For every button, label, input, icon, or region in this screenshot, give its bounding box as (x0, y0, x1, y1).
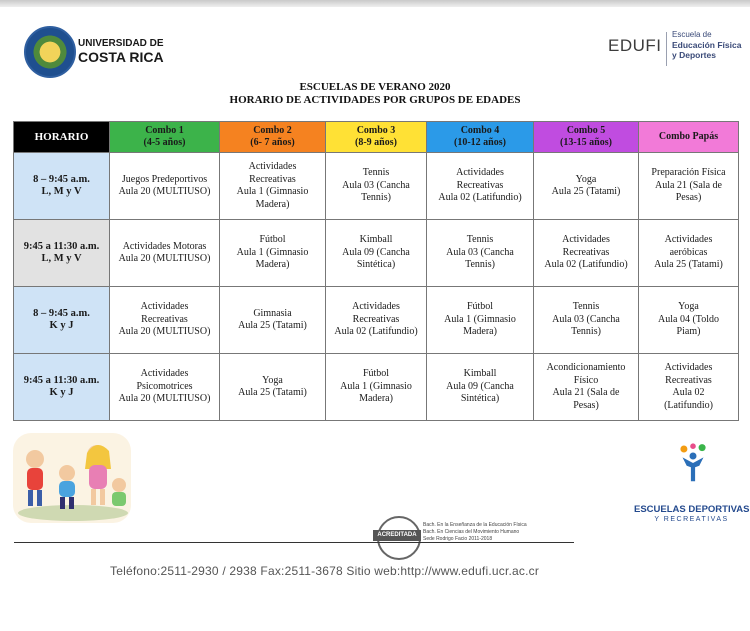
accreditation-line: Sede Rodrigo Facio 2011-2018 (423, 536, 493, 542)
column-header-combo-3 (326, 122, 427, 153)
time-slot-cell (14, 220, 110, 287)
activity-cell (427, 153, 534, 220)
column-header-combo-2 (220, 122, 326, 153)
activity-cell (326, 354, 427, 421)
column-label: HORARIO (34, 131, 89, 143)
activity-line: Aula 02 (672, 387, 705, 398)
activity-line: Preparación Física (651, 167, 726, 179)
activity-cell (326, 287, 427, 354)
activity-line: Aula 1 (Gimnasio (340, 380, 412, 392)
activity-line: Tennis (466, 234, 494, 246)
activity-cell (534, 287, 639, 354)
activity-line: Tennis (362, 167, 390, 179)
activity-line: Actividades (248, 161, 297, 172)
activity-cell (110, 287, 220, 354)
activity-line: Actividades (140, 301, 189, 313)
activity-cell (427, 354, 534, 421)
children-playing-icon (13, 433, 131, 523)
edufi-desc-line: Escuela de (672, 30, 712, 39)
activity-line: Aula 20 (MULTIUSO) (118, 253, 211, 264)
activity-line: Aula 02 (Latifundio) (334, 326, 418, 338)
escuelas-deportivas-logo (634, 442, 749, 532)
column-label: Combo 2 (253, 125, 292, 136)
activity-line: Aula 21 (Sala de (655, 179, 722, 191)
activity-line: Tennis) (465, 259, 495, 271)
activity-line: Aula 25 (Tatami) (238, 320, 307, 331)
activity-cell (326, 153, 427, 220)
activity-cell (639, 220, 739, 287)
edufi-desc-line: Educación Física (672, 40, 742, 50)
activity-line: Tennis (572, 301, 600, 313)
time-slot-line: 8 – 9:45 a.m. (33, 307, 90, 319)
activity-line: Recreativas (249, 173, 296, 185)
table-row (14, 354, 739, 421)
activity-line: Aula 20 (MULTIUSO) (118, 326, 211, 338)
activity-line: Aula 25 (Tatami) (551, 186, 621, 197)
time-slot-line: 9:45 a 11:30 a.m. (23, 240, 100, 252)
edufi-separator (666, 32, 667, 66)
activity-line: Yoga (262, 374, 283, 386)
activity-line: Actividades (456, 167, 504, 179)
activity-cell (427, 220, 534, 287)
activity-line: Físico (573, 374, 599, 386)
activity-line: Actividades (664, 362, 713, 373)
table-row (14, 153, 739, 220)
activity-line: Aula 04 (Toldo (658, 313, 719, 325)
activity-cell (220, 287, 326, 354)
column-header-combo-4 (427, 122, 534, 153)
activity-line: Actividades (140, 368, 189, 380)
activity-line: Psicomotrices (136, 380, 193, 392)
activity-line: Fútbol (466, 301, 494, 313)
activity-line: Actividades (352, 301, 400, 313)
activity-line: Aula 03 (Cancha (552, 313, 620, 325)
activity-cell (427, 287, 534, 354)
activity-cell (639, 287, 739, 354)
activity-cell (639, 354, 739, 421)
table-row (14, 220, 739, 287)
activity-line: Aula 09 (Cancha (446, 380, 514, 392)
activity-line: Kimball (463, 368, 497, 380)
schedule-table (13, 121, 739, 421)
activity-line: Aula 02 (Latifundio) (438, 192, 522, 204)
column-header-combo-5 (534, 122, 639, 153)
column-label: Combo Papás (658, 131, 719, 142)
time-slot-cell (14, 153, 110, 220)
activity-line: Pesas) (573, 399, 599, 411)
page-title: ESCUELAS DE VERANO 2020 (299, 81, 451, 93)
time-slot-line: L, M y V (41, 253, 82, 264)
column-label: Combo 5 (566, 125, 606, 136)
footer-divider (14, 542, 574, 543)
activity-line: Aula 03 (Cancha (342, 179, 410, 191)
edufi-name: EDUFI (608, 36, 662, 55)
activity-line: Madera) (463, 326, 497, 338)
column-header-horario (14, 122, 110, 153)
activity-cell (534, 220, 639, 287)
activity-line: Aula 1 (Gimnasio (236, 246, 309, 258)
escuelas-title: ESCUELAS DEPORTIVAS (634, 504, 750, 515)
activity-line: Yoga (678, 301, 699, 313)
activity-line: Aula 20 (MULTIUSO) (118, 186, 211, 197)
activity-line: aeróbicas (669, 246, 708, 258)
page-subtitle: HORARIO DE ACTIVIDADES POR GRUPOS DE EDADES (229, 94, 521, 106)
activity-cell (326, 220, 427, 287)
activity-line: Actividades Motoras (122, 240, 207, 252)
activity-line: Aula 02 (Latifundio) (544, 259, 628, 271)
activity-line: Sintética) (356, 259, 396, 271)
activity-cell (534, 153, 639, 220)
activity-line: Recreativas (665, 374, 712, 386)
activity-line: Tennis) (361, 192, 391, 204)
activity-line: Recreativas (562, 246, 610, 258)
activity-line: Recreativas (141, 313, 188, 325)
activity-line: Acondicionamiento (546, 362, 626, 373)
activity-line: Madera) (255, 198, 290, 210)
time-slot-line: K y J (49, 387, 74, 398)
activity-line: Yoga (575, 173, 597, 185)
time-slot-line: 8 – 9:45 a.m. (33, 173, 90, 185)
activity-line: Recreativas (456, 179, 504, 191)
column-sub: (13-15 años) (560, 137, 612, 148)
activity-line: Pesas) (675, 192, 702, 204)
time-slot-line: K y J (49, 320, 74, 331)
activity-cell (110, 354, 220, 421)
activity-line: Tennis) (571, 326, 601, 338)
activity-line: Aula 20 (MULTIUSO) (118, 393, 211, 405)
accreditation-label: ACREDITADA (373, 530, 421, 541)
activity-line: Aula 03 (Cancha (446, 246, 514, 258)
accreditation-badge (377, 516, 577, 556)
edufi-desc-line: y Deportes (672, 50, 716, 60)
kids-illustration (13, 433, 131, 523)
activity-cell (639, 153, 739, 220)
activity-line: Actividades (562, 234, 610, 246)
activity-line: Juegos Predeportivos (121, 173, 208, 185)
accreditation-text (423, 522, 527, 543)
activity-line: Recreativas (352, 313, 400, 325)
time-slot-line: 9:45 a 11:30 a.m. (23, 374, 100, 386)
top-bar (0, 0, 750, 7)
activity-cell (220, 153, 326, 220)
column-label: Combo 3 (356, 125, 396, 136)
activity-line: Fútbol (259, 234, 286, 246)
column-label: Combo 1 (145, 125, 184, 136)
ucr-logo (24, 26, 164, 78)
activity-line: Piam) (676, 326, 701, 338)
time-slot-cell (14, 354, 110, 421)
activity-line: Gimnasia (253, 307, 292, 319)
table-header-row (14, 122, 739, 153)
accreditation-line: Bach. En la Enseñanza de la Educación Física (423, 522, 527, 528)
edufi-description (672, 30, 750, 60)
escuelas-subtitle: Y RECREATIVAS (654, 516, 729, 523)
table-row (14, 287, 739, 354)
athlete-figure-icon (672, 442, 714, 484)
column-header-combo-1 (110, 122, 220, 153)
activity-cell (220, 354, 326, 421)
activity-line: Aula 25 (Tatami) (654, 259, 723, 271)
activity-cell (220, 220, 326, 287)
contact-info: Teléfono:2511-2930 / 2938 Fax:2511-3678 Sitio web:http://www.edufi.ucr.ac.cr (110, 564, 540, 578)
activity-line: Aula 1 (Gimnasio (444, 313, 516, 325)
activity-line: Aula 21 (Sala de (552, 387, 620, 398)
activity-cell (110, 153, 220, 220)
column-sub: (10-12 años) (454, 137, 506, 148)
column-sub: (4-5 años) (143, 137, 186, 148)
activity-line: Kimball (359, 234, 393, 246)
activity-line: Aula 09 (Cancha (342, 246, 410, 258)
column-sub: (6- 7 años) (250, 137, 295, 148)
activity-line: Aula 25 (Tatami) (238, 387, 307, 398)
activity-line: Madera) (255, 259, 290, 271)
ucr-name-line1: UNIVERSIDAD DE (78, 38, 164, 49)
edufi-logo (608, 30, 748, 70)
activity-line: Aula 1 (Gimnasio (236, 186, 309, 197)
ucr-name-line2: COSTA RICA (78, 49, 164, 65)
accreditation-line: Bach. En Ciencias del Movimiento Humano (423, 529, 520, 535)
ucr-seal-icon (24, 26, 76, 78)
activity-line: Fútbol (362, 368, 390, 380)
activity-line: Actividades (664, 234, 713, 246)
time-slot-cell (14, 287, 110, 354)
time-slot-line: L, M y V (41, 186, 82, 197)
column-sub: (8-9 años) (355, 137, 397, 148)
activity-line: (Latifundio) (664, 399, 713, 411)
activity-cell (110, 220, 220, 287)
activity-cell (534, 354, 639, 421)
activity-line: Madera) (359, 393, 393, 405)
column-header-combo-papas (639, 122, 739, 153)
activity-line: Sintética) (460, 393, 500, 405)
column-label: Combo 4 (460, 125, 500, 136)
